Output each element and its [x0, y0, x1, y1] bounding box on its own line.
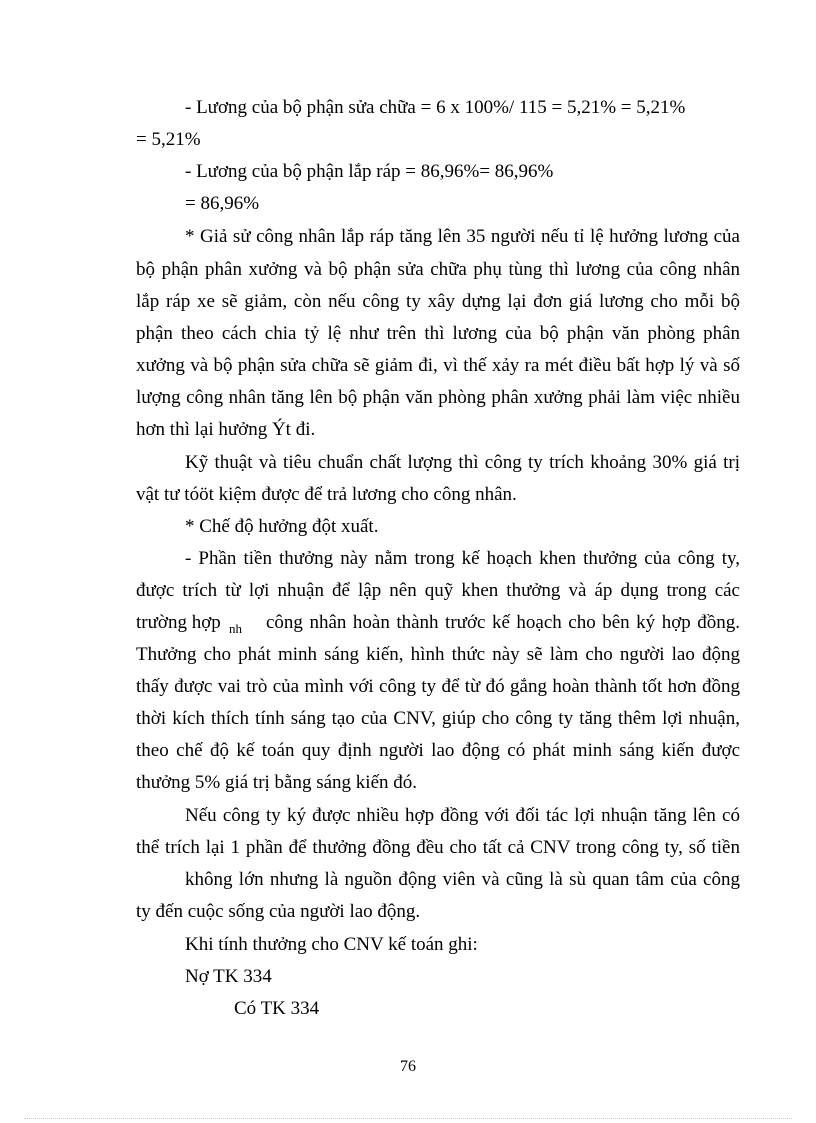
page-bottom-divider — [24, 1118, 792, 1119]
text-line: thời kích thích tính sáng tạo của CNV, giúp cho công ty tăng thêm lợi nhuận, — [136, 708, 740, 729]
text-line: ty đến cuộc sống của người lao động. — [136, 901, 421, 922]
text-line: - Lương của bộ phận lắp ráp = 86,96%= 86,96% — [185, 161, 554, 182]
text-line: công nhân hoàn thành trước kế hoạch cho bên ký hợp đồng. — [266, 612, 740, 633]
text-line: hơn thì lại hưởng Ýt đi. — [136, 419, 316, 440]
text-line: * Chế độ hưởng đột xuất. — [185, 516, 379, 537]
text-line: không lớn nhưng là nguồn động viên và cũng là sù quan tâm của công — [185, 869, 740, 890]
text-line: lắp ráp xe sẽ giảm, còn nếu công ty xây dựng lại đơn giá lương cho mỗi bộ — [136, 291, 740, 312]
text-line: được trích từ lợi nhuận để lập nên quỹ khen thưởng và áp dụng trong các — [136, 580, 740, 601]
text-line: phận theo cách chia tỷ lệ như trên thì lương của bộ phận văn phòng phân — [136, 323, 740, 344]
page-number: 76 — [400, 1058, 416, 1075]
text-line: = 5,21% — [136, 129, 201, 150]
text-line: Thưởng cho phát minh sáng kiến, hình thức này sẽ làm cho người lao động — [136, 644, 740, 665]
text-line: Kỹ thuật và tiêu chuẩn chất lượng thì công ty trích khoảng 30% giá trị — [185, 452, 740, 473]
text-line: Khi tính thưởng cho CNV kế toán ghi: — [185, 934, 478, 955]
text-line: - Phần tiền thưởng này nằm trong kế hoạch khen thưởng của công ty, — [185, 548, 740, 569]
text-line: trường hợp — [136, 612, 221, 633]
text-line: * Giả sử công nhân lắp ráp tăng lên 35 người nếu tỉ lệ hưởng lương của — [185, 226, 740, 247]
text-line: theo chế độ kế toán quy định người lao động có phát minh sáng kiến được — [136, 740, 740, 761]
text-line: vật tư tóöt kiệm được để trả lương cho công nhân. — [136, 484, 517, 505]
text-line: Nếu công ty ký được nhiều hợp đồng với đối tác lợi nhuận tăng lên có — [185, 805, 740, 826]
text-line: xưởng và bộ phận sửa chữa sẽ giảm đi, vì thế xảy ra mét điều bất hợp lý và số — [136, 355, 740, 376]
text-line: lượng công nhân tăng lên bộ phận văn phòng phân xưởng phải làm việc nhiều — [136, 387, 740, 408]
text-line: thưởng 5% giá trị bằng sáng kiến đó. — [136, 772, 418, 793]
text-line: = 86,96% — [185, 193, 260, 214]
text-line: bộ phận phân xưởng và bộ phận sửa chữa phụ tùng thì lương của công nhân — [136, 259, 740, 280]
text-line: thể trích lại 1 phần để thưởng đồng đều cho tất cả CNV trong công ty, số tiền — [136, 837, 740, 858]
text-line: - Lương của bộ phận sửa chữa = 6 x 100%/ 115 = 5,21% = 5,21% — [185, 97, 686, 118]
text-line: Nợ TK 334 — [185, 966, 272, 987]
text-fragment: nh — [229, 621, 242, 636]
text-line: Có TK 334 — [234, 998, 320, 1019]
text-line: thấy được vai trò của mình với công ty để từ đó gắng hoàn thành tốt hơn đồng — [136, 676, 740, 697]
